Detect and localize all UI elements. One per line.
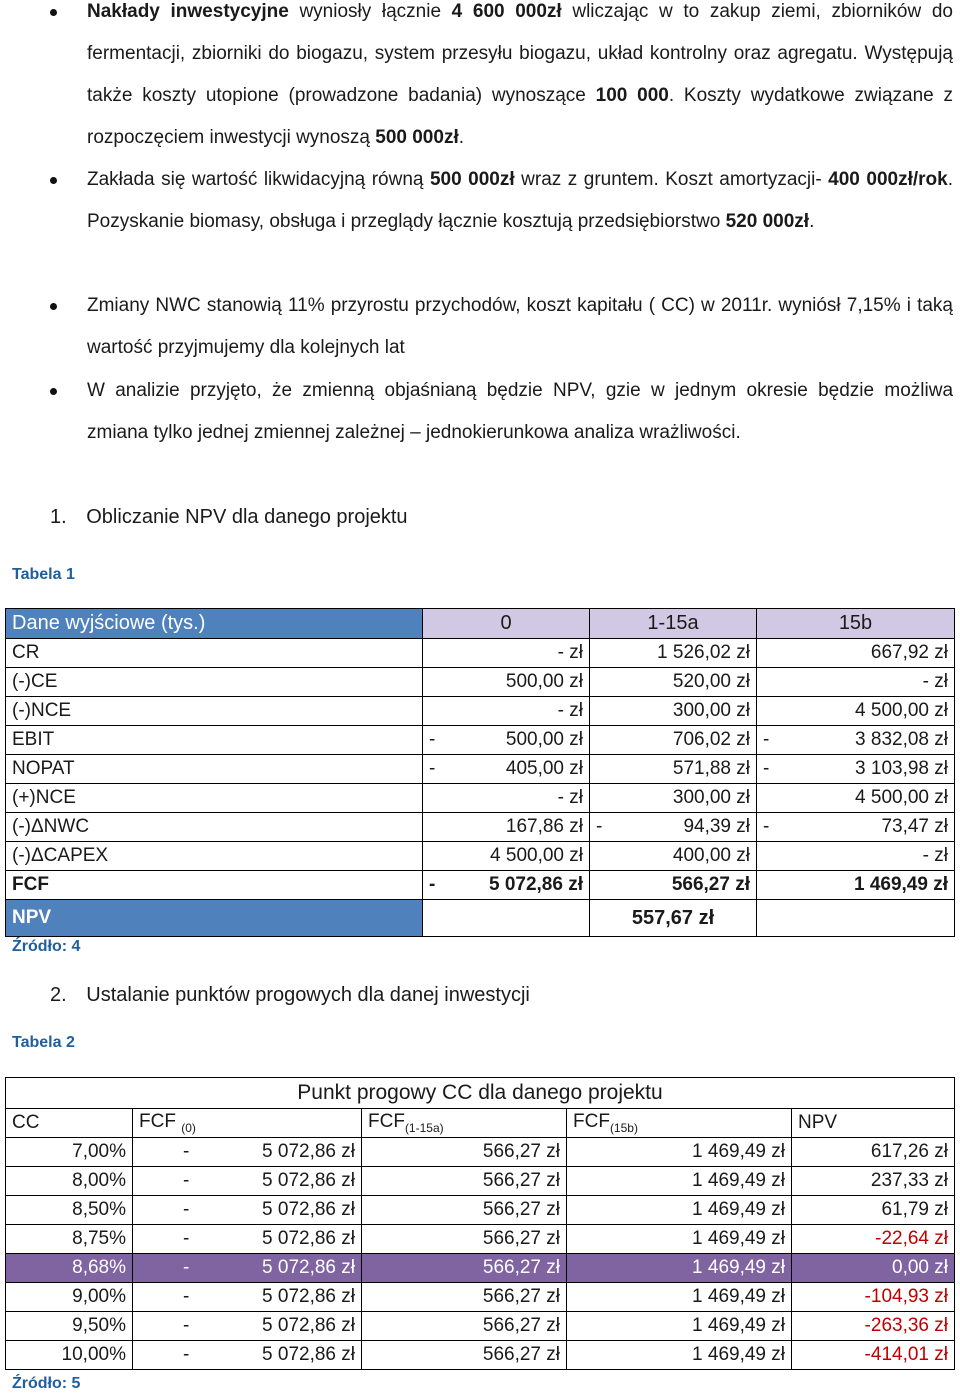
fcf0-cell [133, 1167, 362, 1196]
value-cell [590, 726, 757, 755]
value: 5 072,86 zł [262, 1315, 355, 1336]
fcf1-cell [362, 1283, 567, 1312]
table-row [6, 755, 955, 784]
fcf2-cell [567, 1341, 792, 1370]
sign: - [763, 758, 770, 779]
fcf0-cell [133, 1225, 362, 1254]
table-row [6, 697, 955, 726]
value: 8,75% [72, 1228, 126, 1249]
value: 1 469,49 zł [853, 874, 948, 895]
value: 8,50% [72, 1199, 126, 1220]
header-subscript: (1-15a) [404, 1120, 444, 1135]
bold-text: 500 000zł [429, 169, 515, 190]
bold-text: 400 000zł/rok [828, 169, 948, 190]
empty-cell [423, 900, 590, 937]
bullet-paragraph-2 [87, 159, 953, 243]
npv-cell [792, 1138, 955, 1167]
table-row [6, 1225, 955, 1254]
section-number: 1. [50, 506, 67, 528]
value-cell [757, 639, 955, 668]
section-heading-2 [50, 982, 530, 1008]
fcf0-cell [133, 1283, 362, 1312]
value: 3 103,98 zł [855, 758, 948, 779]
value: 1 469,49 zł [692, 1257, 785, 1278]
value: 706,02 zł [672, 729, 750, 750]
text: wliczając w to zakup ziemi, zbiorników do [561, 1, 953, 22]
value-cell [423, 697, 590, 726]
value: 61,79 zł [881, 1199, 948, 1220]
bold-text: Nakłady inwestycyjne [87, 1, 289, 22]
value: 566,27 zł [671, 874, 750, 895]
fcf2-cell [567, 1312, 792, 1341]
cc-cell [6, 1312, 133, 1341]
table-row [6, 813, 955, 842]
sign: - [183, 1228, 190, 1249]
cc-cell [6, 1254, 133, 1283]
header-cc: CC [6, 1109, 133, 1138]
value: 300,00 zł [672, 700, 750, 721]
npv-cell [792, 1225, 955, 1254]
cc-cell [6, 1138, 133, 1167]
npv-row [6, 900, 955, 937]
table-row [6, 726, 955, 755]
value: 667,92 zł [870, 642, 948, 663]
row-label: NOPAT [6, 755, 423, 784]
header-fcf2 [567, 1109, 792, 1138]
table-caption-1: Tabela 1 [12, 566, 75, 583]
value-cell [757, 755, 955, 784]
value: 94,39 zł [683, 816, 750, 837]
value: 9,50% [72, 1315, 126, 1336]
section-title: Ustalanie punktów progowych dla danej inwestycji [86, 984, 530, 1006]
value-cell [757, 726, 955, 755]
value: 8,00% [72, 1170, 126, 1191]
value-cell [590, 784, 757, 813]
value: 566,27 zł [482, 1315, 560, 1336]
table-row [6, 1167, 955, 1196]
table-row [6, 871, 955, 900]
value-cell [423, 871, 590, 900]
value-cell [757, 871, 955, 900]
npv-label: NPV [6, 900, 423, 937]
sign: - [429, 729, 436, 750]
bullet-dot-4 [50, 388, 57, 395]
value: 5 072,86 zł [262, 1286, 355, 1307]
fcf0-cell [133, 1312, 362, 1341]
text: . Koszty [668, 85, 741, 106]
sign: - [183, 1344, 190, 1365]
section-heading-1 [50, 504, 408, 530]
value: 300,00 zł [672, 787, 750, 808]
cc-cell [6, 1196, 133, 1225]
value: 566,27 zł [482, 1344, 560, 1365]
value: 1 469,49 zł [692, 1228, 785, 1249]
fcf0-cell [133, 1196, 362, 1225]
value: 167,86 zł [505, 816, 583, 837]
value: 4 500,00 zł [855, 700, 948, 721]
sign: - [429, 874, 436, 895]
fcf2-cell [567, 1196, 792, 1225]
value-cell [757, 784, 955, 813]
header-npv: NPV [792, 1109, 955, 1138]
value: 5 072,86 zł [262, 1170, 355, 1191]
row-label: (-)NCE [6, 697, 423, 726]
value-cell [423, 755, 590, 784]
value-cell [590, 842, 757, 871]
table-header-row [6, 1109, 955, 1138]
npv-cell [792, 1167, 955, 1196]
npv-cell [792, 1254, 955, 1283]
text: . [809, 211, 815, 232]
header-subscript: (0) [181, 1120, 196, 1135]
value-cell [590, 697, 757, 726]
value: 520,00 zł [672, 671, 750, 692]
bold-text: 4 600 000zł [451, 1, 562, 22]
value: 566,27 zł [482, 1170, 560, 1191]
text: wyniosły łącznie [288, 1, 452, 22]
cc-cell [6, 1283, 133, 1312]
section-number: 2. [50, 984, 67, 1006]
value: 1 469,49 zł [692, 1199, 785, 1220]
table-row [6, 1312, 955, 1341]
bullet-paragraph-4 [87, 370, 953, 454]
table-row [6, 1196, 955, 1225]
fcf1-cell [362, 1225, 567, 1254]
sign: - [429, 758, 436, 779]
value-cell [590, 871, 757, 900]
sign: - [763, 729, 770, 750]
table-row [6, 639, 955, 668]
text: Zakłada się wartość likwidacyjną równą [87, 169, 430, 190]
value: -104,93 zł [864, 1286, 948, 1307]
source-note-1: Źródło: 4 [12, 938, 81, 955]
value: 1 469,49 zł [692, 1286, 785, 1307]
fcf1-cell [362, 1167, 567, 1196]
text: W analizie przyjęto, że zmienną objaśnianą będzie NPV, gzie w jednym okresie będzie [87, 380, 875, 401]
value: 566,27 zł [482, 1286, 560, 1307]
value-cell [423, 726, 590, 755]
value: 500,00 zł [505, 671, 583, 692]
sign: - [183, 1315, 190, 1336]
value-cell [590, 755, 757, 784]
value: 1 526,02 zł [657, 642, 750, 663]
npv-cell [792, 1341, 955, 1370]
value: 1 469,49 zł [692, 1344, 785, 1365]
table-body [6, 1138, 955, 1370]
npv-value: 557,67 zł [590, 900, 757, 937]
header-fcf1 [362, 1109, 567, 1138]
text: fermentacji, zbiorniki do biogazu, system przesyłu biogazu, układ kontrolny oraz agregatu. [87, 43, 858, 64]
value-cell [590, 668, 757, 697]
fcf1-cell [362, 1196, 567, 1225]
header-subscript: (15b) [609, 1120, 638, 1135]
sign: - [183, 1257, 190, 1278]
value: -414,01 zł [864, 1344, 948, 1365]
fcf2-cell [567, 1225, 792, 1254]
text: wydatkowe związane z rozpoczęciem inwestycji wynoszą [87, 85, 954, 148]
bullet-paragraph-3 [87, 285, 953, 369]
sign: - [596, 816, 603, 837]
fcf2-cell [567, 1254, 792, 1283]
fcf0-cell [133, 1254, 362, 1283]
value-cell [590, 813, 757, 842]
bullet-paragraph-1 [87, 0, 953, 159]
text: możliwa zmiana tylko jednej zmiennej zależnej – jednokierunkowa analiza wrażliwości. [87, 380, 954, 443]
value: 1 469,49 zł [692, 1141, 785, 1162]
fcf2-cell [567, 1138, 792, 1167]
value: 405,00 zł [505, 758, 583, 779]
value: 5 072,86 zł [488, 874, 583, 895]
fcf1-cell [362, 1254, 567, 1283]
text: wraz z gruntem. Koszt amortyzacji- [514, 169, 822, 190]
row-label: CR [6, 639, 423, 668]
row-label: FCF [6, 871, 423, 900]
header-cell: 0 [423, 609, 590, 639]
fcf0-cell [133, 1138, 362, 1167]
empty-cell [757, 900, 955, 937]
table-break-even-cc [5, 1077, 955, 1370]
sign: - [183, 1170, 190, 1191]
sign: - [183, 1199, 190, 1220]
value: 566,27 zł [482, 1141, 560, 1162]
bold-text: 520 000zł [725, 211, 810, 232]
text: . [458, 127, 465, 148]
table-caption-2: Tabela 2 [12, 1034, 75, 1051]
row-label: (-)ΔNWC [6, 813, 423, 842]
value: 3 832,08 zł [855, 729, 948, 750]
header-label: FCF [139, 1111, 176, 1133]
value: 5 072,86 zł [262, 1199, 355, 1220]
header-cell: 15b [757, 609, 955, 639]
value-cell [423, 639, 590, 668]
sign: - [763, 816, 770, 837]
value: 500,00 zł [505, 729, 583, 750]
value: 9,00% [72, 1286, 126, 1307]
value: 5 072,86 zł [262, 1257, 355, 1278]
cc-cell [6, 1167, 133, 1196]
table-title-row [6, 1078, 955, 1109]
value-cell [423, 784, 590, 813]
value: - zł [922, 845, 948, 866]
value: 566,27 zł [482, 1228, 560, 1249]
value: 7,00% [72, 1141, 126, 1162]
fcf1-cell [362, 1341, 567, 1370]
fcf0-cell [133, 1341, 362, 1370]
value: 0,00 zł [892, 1257, 948, 1278]
table-title: Punkt progowy CC dla danego projektu [6, 1078, 955, 1109]
value: - zł [557, 642, 583, 663]
value: 566,27 zł [482, 1199, 560, 1220]
value: 10,00% [61, 1344, 126, 1365]
npv-cell [792, 1196, 955, 1225]
value: 5 072,86 zł [262, 1141, 355, 1162]
sign: - [183, 1141, 190, 1162]
table-row [6, 842, 955, 871]
section-title: Obliczanie NPV dla danego projektu [86, 506, 408, 528]
value-cell [423, 668, 590, 697]
value: - zł [557, 787, 583, 808]
value: 617,26 zł [870, 1141, 948, 1162]
fcf2-cell [567, 1167, 792, 1196]
value: 8,68% [72, 1257, 126, 1278]
text: . Pozyskanie biomasy, obsługa i przeglądy łącznie kosztują przedsiębiorstwo [87, 169, 953, 232]
value-cell [590, 639, 757, 668]
value: 400,00 zł [672, 845, 750, 866]
cc-cell [6, 1225, 133, 1254]
source-note-2: Źródło: 5 [12, 1375, 81, 1392]
value: - zł [557, 700, 583, 721]
value-cell [423, 842, 590, 871]
value: 5 072,86 zł [262, 1344, 355, 1365]
npv-cell [792, 1283, 955, 1312]
text: 7,15% i taką wartość przyjmujemy dla kolejnych lat [87, 295, 953, 358]
sign: - [183, 1286, 190, 1307]
value: 4 500,00 zł [855, 787, 948, 808]
value-cell [757, 813, 955, 842]
value-cell [423, 813, 590, 842]
value-cell [757, 842, 955, 871]
table-row [6, 1254, 955, 1283]
row-label: (-)ΔCAPEX [6, 842, 423, 871]
bold-text: 500 000zł [375, 127, 459, 148]
value: 4 500,00 zł [490, 845, 583, 866]
table-row [6, 668, 955, 697]
value: 237,33 zł [870, 1170, 948, 1191]
value: -22,64 zł [875, 1228, 948, 1249]
header-cell: Dane wyjściowe (tys.) [6, 609, 423, 639]
value: 1 469,49 zł [692, 1170, 785, 1191]
fcf1-cell [362, 1312, 567, 1341]
row-label: (+)NCE [6, 784, 423, 813]
row-label: (-)CE [6, 668, 423, 697]
table-body [6, 639, 955, 900]
value: 566,27 zł [482, 1257, 560, 1278]
value-cell [757, 697, 955, 726]
header-fcf0 [133, 1109, 362, 1138]
table-row [6, 1283, 955, 1312]
text: Występują także koszty utopione (prowadzone badania) wynoszące [87, 43, 953, 106]
cc-cell [6, 1341, 133, 1370]
text: Zmiany NWC stanowią 11% przyrostu przychodów, koszt kapitału ( CC) w 2011r. wyniósł [87, 295, 841, 316]
header-label: FCF [573, 1111, 610, 1133]
value: 73,47 zł [881, 816, 948, 837]
table-npv-calculation [5, 608, 955, 937]
bullet-dot-3 [50, 303, 57, 310]
row-label: EBIT [6, 726, 423, 755]
fcf1-cell [362, 1138, 567, 1167]
fcf2-cell [567, 1283, 792, 1312]
value: - zł [922, 671, 948, 692]
value-cell [757, 668, 955, 697]
header-cell: 1-15a [590, 609, 757, 639]
npv-cell [792, 1312, 955, 1341]
table-header-row [6, 609, 955, 639]
value: 5 072,86 zł [262, 1228, 355, 1249]
header-label: FCF [368, 1111, 405, 1133]
bullet-dot-2 [50, 177, 57, 184]
value: 571,88 zł [672, 758, 750, 779]
value: -263,36 zł [864, 1315, 948, 1336]
table-row [6, 1341, 955, 1370]
bullet-dot-1 [50, 9, 57, 16]
table-row [6, 1138, 955, 1167]
value: 1 469,49 zł [692, 1315, 785, 1336]
bold-text: 100 000 [595, 85, 669, 106]
table-row [6, 784, 955, 813]
